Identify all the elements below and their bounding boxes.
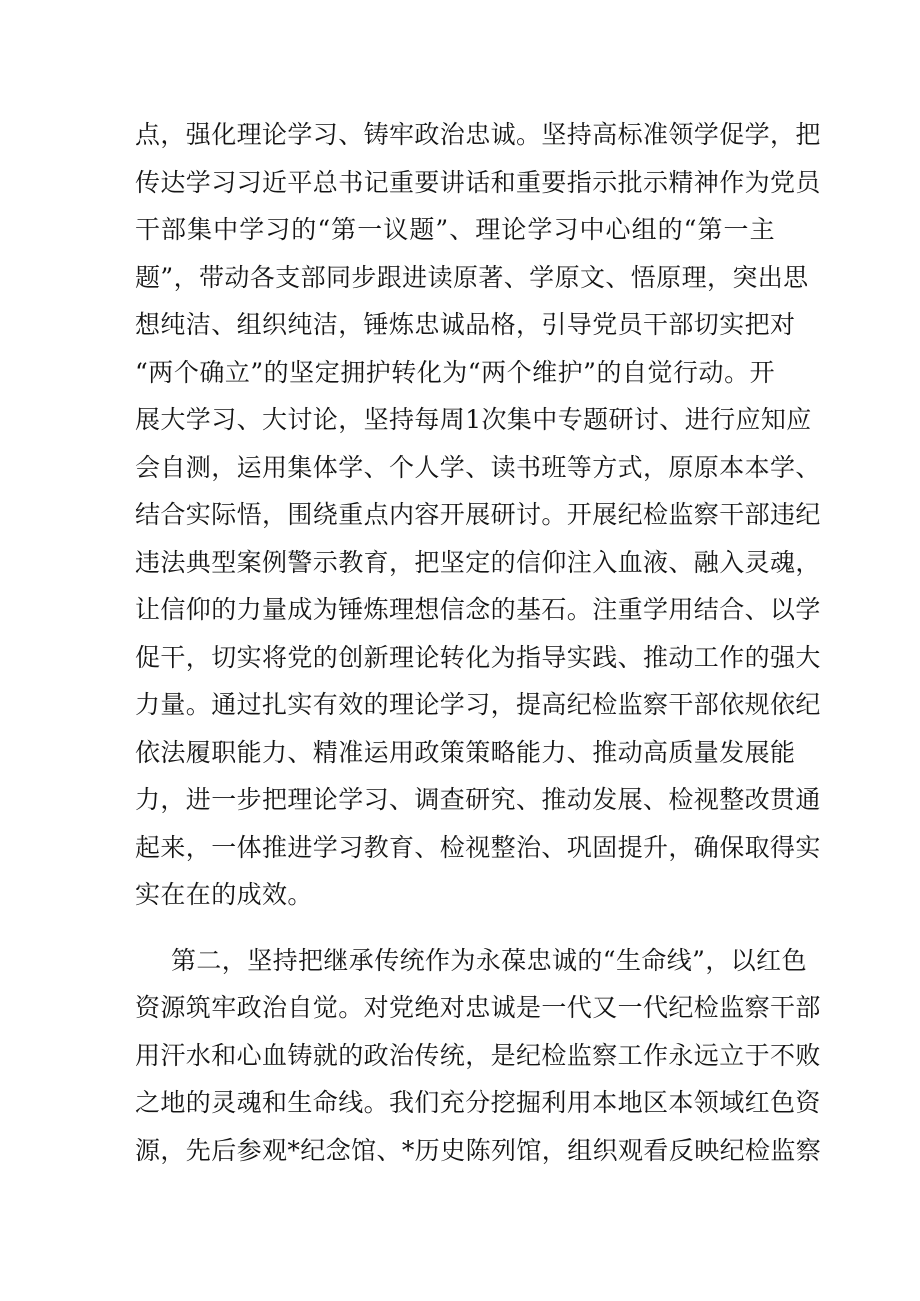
text-line: 资源筑牢政治自觉。对党绝对忠诚是一代又一代纪检监察干部 <box>135 993 821 1022</box>
paragraph-1 <box>135 111 821 919</box>
text-line: 会自测，运用集体学、个人学、读书班等方式，原原本本学、 <box>135 452 821 482</box>
text-line: 点，强化理论学习、铸牢政治忠诚。坚持高标准领学促学，把 <box>135 120 821 149</box>
text-line: “两个确立”的坚定拥护转化为“两个维护”的自觉行动。开 <box>135 357 775 387</box>
text-line: 起来，一体推进学习教育、检视整治、巩固提升，确保取得实 <box>135 832 821 862</box>
text-line: 让信仰的力量成为锤炼理想信念的基石。注重学用结合、以学 <box>135 595 821 624</box>
paragraph-spacing <box>135 919 775 937</box>
document-body <box>135 111 822 1174</box>
text-line: 实在在的成效。 <box>135 880 313 909</box>
text-line: 用汗水和心血铸就的政治传统，是纪检监察工作永远立于不败 <box>135 1040 821 1070</box>
text-line: 干部集中学习的“第一议题”、理论学习中心组的“第一主 <box>135 215 775 244</box>
text-line: 之地的灵魂和生命线。我们充分挖掘利用本地区本领域红色资 <box>135 1088 821 1117</box>
text-line: 第二，坚持把继承传统作为永葆忠诚的“生命线”，以红色 <box>171 945 807 975</box>
text-line: 力，进一步把理论学习、调查研究、推动发展、检视整改贯通 <box>135 785 821 814</box>
text-line: 依法履职能力、精准运用政策策略能力、推动高质量发展能 <box>135 737 796 767</box>
text-line: 想纯洁、组织纯洁，锤炼忠诚品格，引导党员干部切实把对 <box>135 310 796 339</box>
text-line: 题”，带动各支部同步跟进读原著、学原文、悟原理，突出思 <box>135 262 809 292</box>
text-line: 违法典型案例警示教育，把坚定的信仰注入血液、融入灵魂， <box>135 547 821 577</box>
paragraph-2 <box>135 937 822 1175</box>
text-line: 促干，切实将党的创新理论转化为指导实践、推动工作的强大 <box>135 642 821 672</box>
text-line: 力量。通过扎实有效的理论学习，提高纪检监察干部依规依纪 <box>135 690 821 719</box>
text-line: 源，先后参观*纪念馆、*历史陈列馆，组织观看反映纪检监察 <box>135 1135 822 1165</box>
text-line: 结合实际悟，围绕重点内容开展研讨。开展纪检监察干部违纪 <box>135 500 821 529</box>
text-line: 传达学习习近平总书记重要讲话和重要指示批示精神作为党员 <box>135 167 821 197</box>
text-line: 展大学习、大讨论，坚持每周1次集中专题研讨、进行应知应 <box>135 405 812 434</box>
